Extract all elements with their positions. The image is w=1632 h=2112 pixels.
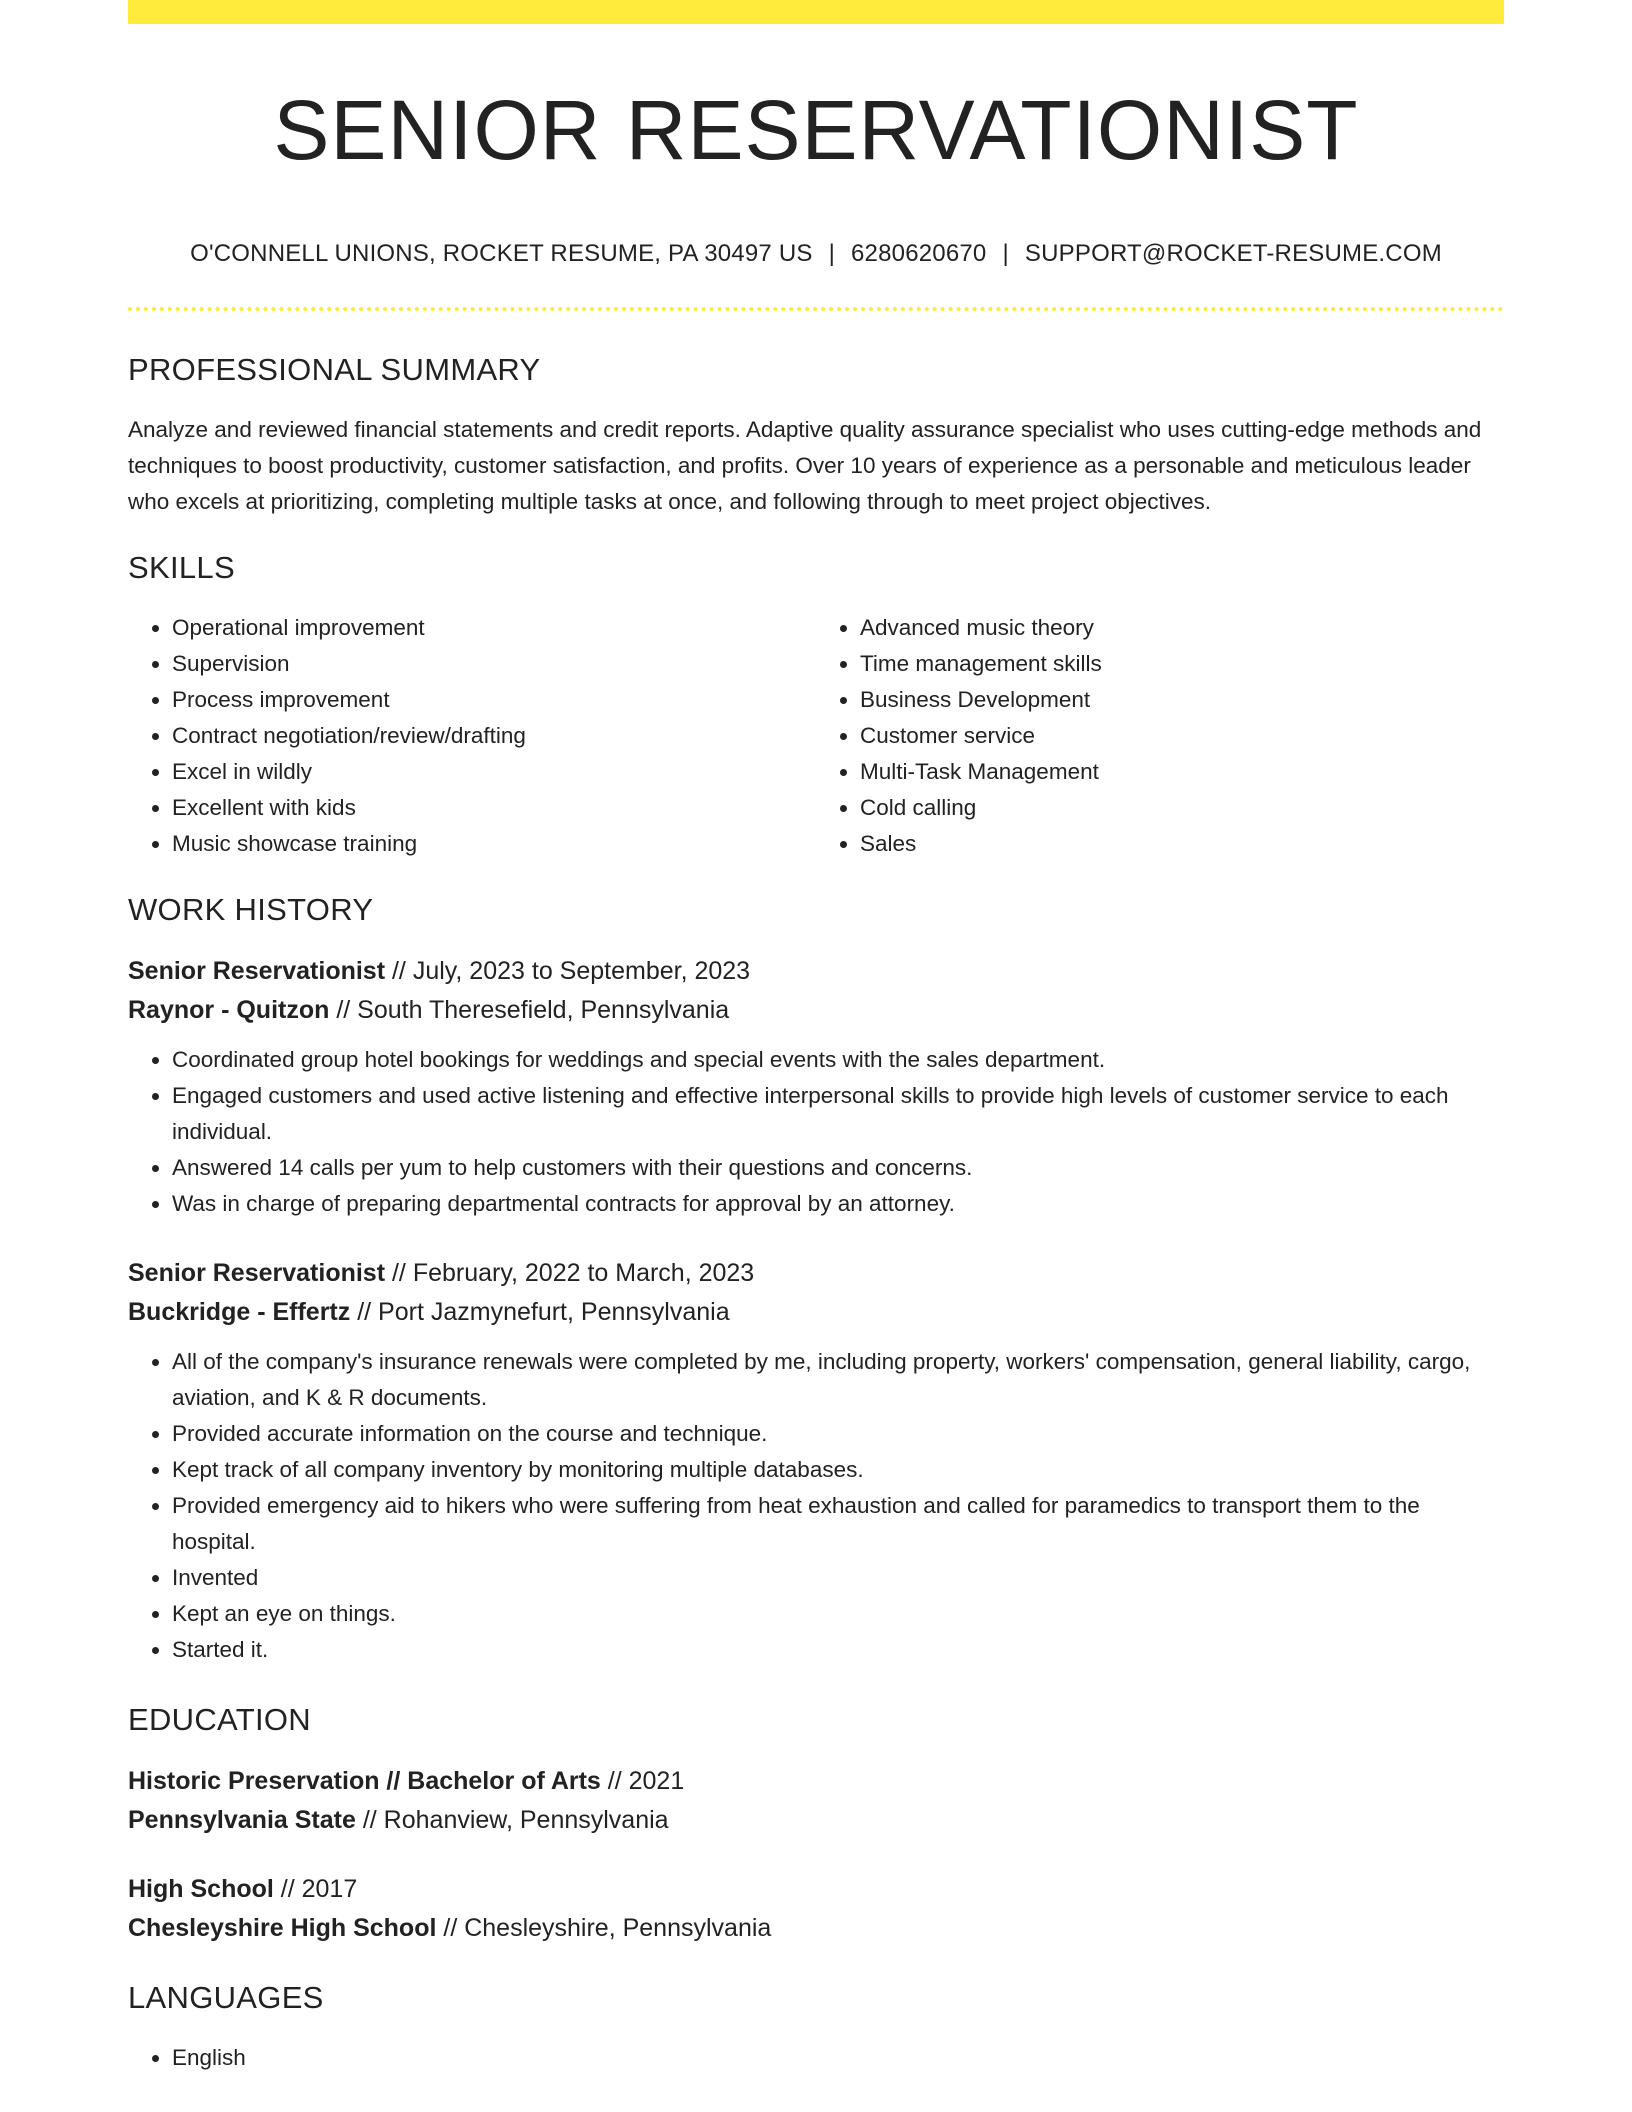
education-school: Chesleyshire High School [128, 1914, 437, 1942]
contact-address: O'CONNELL UNIONS, ROCKET RESUME, PA 30497 US [190, 240, 813, 267]
job-title-line [128, 1254, 1504, 1293]
job-company-line [128, 1293, 1504, 1332]
education-year: // 2017 [273, 1875, 358, 1903]
job-bullet: • Started it. [172, 1632, 1504, 1668]
skill-item: • Supervision [172, 646, 816, 682]
education-heading: EDUCATION [128, 1702, 311, 1737]
education-entry [128, 1762, 1504, 1840]
skills-left-list [128, 610, 816, 862]
skill-item: • Customer service [860, 718, 1504, 754]
job-entry [128, 1254, 1504, 1668]
skill-item: • Cold calling [860, 790, 1504, 826]
accent-top-bar [128, 0, 1504, 24]
skills-heading: SKILLS [128, 550, 235, 585]
education-location: // Rohanview, Pennsylvania [355, 1806, 669, 1834]
education-entry [128, 1870, 1504, 1948]
job-bullet: • Invented [172, 1560, 1504, 1596]
work-history-section [128, 890, 1504, 1668]
job-company: Buckridge - Effertz [128, 1298, 351, 1326]
languages-section [128, 1978, 1504, 2076]
job-location: // Port Jazmynefurt, Pennsylvania [350, 1298, 730, 1326]
job-bullet: • Kept an eye on things. [172, 1596, 1504, 1632]
skill-item: • Process improvement [172, 682, 816, 718]
skills-columns [128, 610, 1504, 862]
contact-separator: | [1002, 240, 1009, 267]
education-degree: High School [128, 1875, 274, 1903]
job-bullet: • Kept track of all company inventory by monitoring multiple databases. [172, 1452, 1504, 1488]
contact-line [128, 236, 1504, 272]
education-section [128, 1700, 1504, 1948]
job-dates: // February, 2022 to March, 2023 [385, 1259, 755, 1287]
skill-item: • Business Development [860, 682, 1504, 718]
dotted-divider [128, 307, 1504, 311]
work-history-heading: WORK HISTORY [128, 892, 374, 927]
skill-item: • Sales [860, 826, 1504, 862]
skill-item: • Time management skills [860, 646, 1504, 682]
job-entry [128, 952, 1504, 1222]
page-title: SENIOR RESERVATIONIST [273, 83, 1359, 177]
job-bullet: • Was in charge of preparing departmental contracts for approval by an attorney. [172, 1186, 1504, 1222]
job-company: Raynor - Quitzon [128, 996, 330, 1024]
job-bullet: • Coordinated group hotel bookings for weddings and special events with the sales department. [172, 1042, 1504, 1078]
skill-item: • Contract negotiation/review/drafting [172, 718, 816, 754]
education-degree: Historic Preservation // Bachelor of Arts [128, 1767, 601, 1795]
education-year: // 2021 [600, 1767, 685, 1795]
job-location: // South Theresefield, Pennsylvania [329, 996, 730, 1024]
summary-section [128, 350, 1504, 520]
summary-heading: PROFESSIONAL SUMMARY [128, 352, 541, 387]
education-degree-line [128, 1762, 1504, 1801]
skills-right-list [816, 610, 1504, 862]
summary-text: Analyze and reviewed financial statements and credit reports. Adaptive quality assurance specialist who uses cutting-edge methods and techniques to boost productivity, customer satisfaction, and profits. Over 10 years of experience as a personable and meticulous leader who excels at prioritizing, completing multiple tasks at once, and following through to meet project objectives. [128, 417, 1482, 514]
job-title: Senior Reservationist [128, 1259, 386, 1287]
job-bullets [128, 1042, 1504, 1222]
education-degree-line [128, 1870, 1504, 1909]
job-bullets [128, 1344, 1504, 1668]
skill-item: • Music showcase training [172, 826, 816, 862]
education-school: Pennsylvania State [128, 1806, 356, 1834]
job-dates: // July, 2023 to September, 2023 [385, 957, 751, 985]
language-item: • English [172, 2040, 1504, 2076]
skill-item: • Operational improvement [172, 610, 816, 646]
languages-heading: LANGUAGES [128, 1980, 324, 2015]
education-location: // Chesleyshire, Pennsylvania [436, 1914, 772, 1942]
skill-item: • Excel in wildly [172, 754, 816, 790]
job-bullet: • All of the company's insurance renewals were completed by me, including property, workers' compensation, general liability, cargo, aviation, and K & R documents. [172, 1344, 1504, 1416]
education-school-line [128, 1909, 1504, 1948]
job-bullet: • Engaged customers and used active listening and effective interpersonal skills to provide high levels of customer service to each individual. [172, 1078, 1504, 1150]
job-bullet: • Answered 14 calls per yum to help customers with their questions and concerns. [172, 1150, 1504, 1186]
job-bullet: • Provided emergency aid to hikers who were suffering from heat exhaustion and called for paramedics to transport them to the hospital. [172, 1488, 1504, 1560]
job-bullet: • Provided accurate information on the course and technique. [172, 1416, 1504, 1452]
job-title: Senior Reservationist [128, 957, 386, 985]
skills-section [128, 548, 1504, 862]
resume-content [128, 350, 1504, 2076]
contact-phone: 6280620670 [851, 240, 987, 267]
job-title-line [128, 952, 1504, 991]
skill-item: • Advanced music theory [860, 610, 1504, 646]
job-company-line [128, 991, 1504, 1030]
skill-item: • Multi-Task Management [860, 754, 1504, 790]
skill-item: • Excellent with kids [172, 790, 816, 826]
contact-email: SUPPORT@ROCKET-RESUME.COM [1024, 240, 1442, 267]
languages-list [128, 2040, 1504, 2076]
contact-separator: | [828, 240, 835, 267]
education-school-line [128, 1801, 1504, 1840]
